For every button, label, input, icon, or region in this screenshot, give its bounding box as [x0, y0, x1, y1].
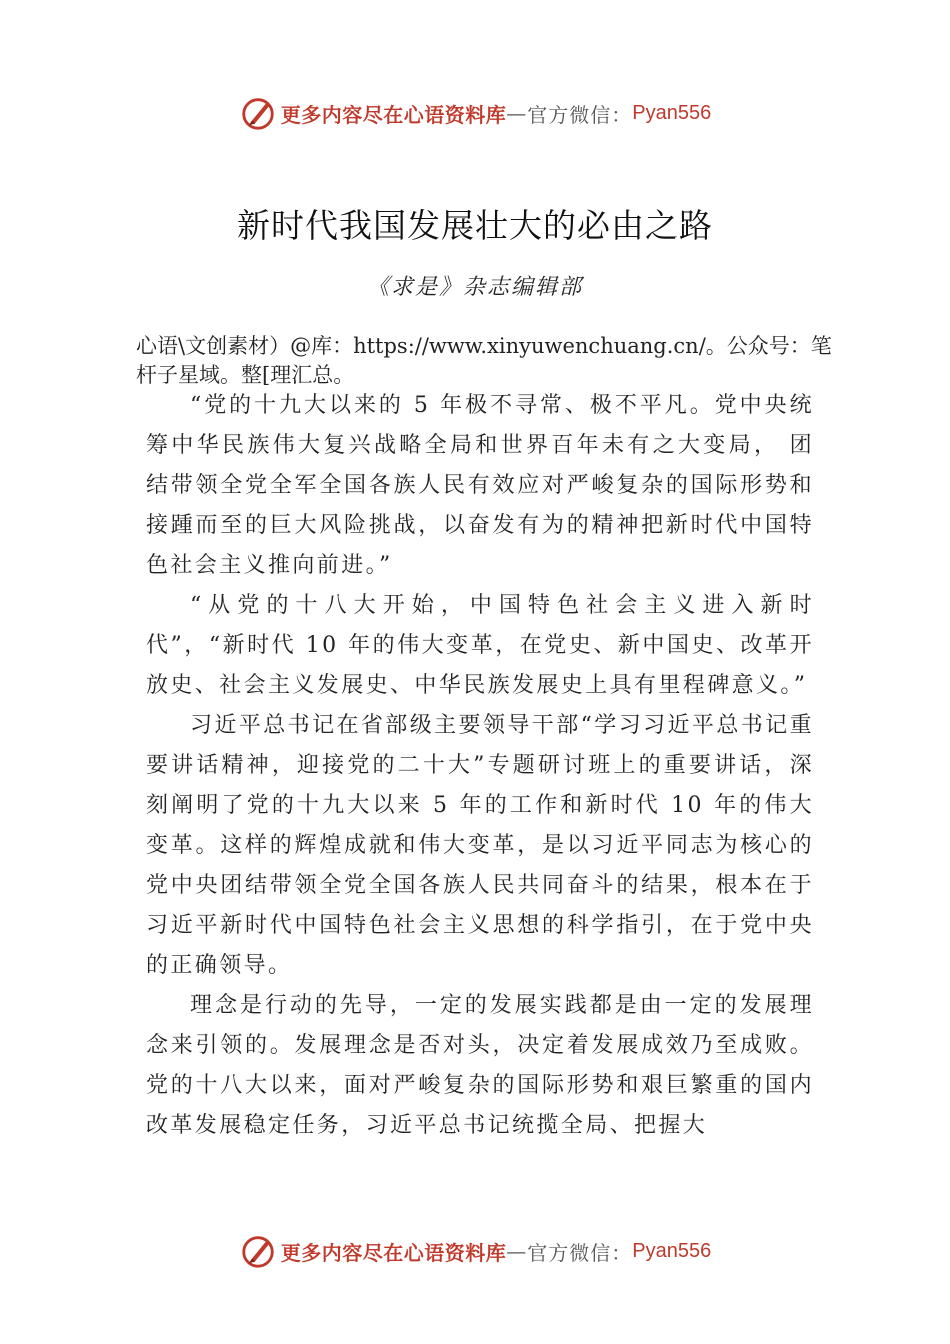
banner-dash: — — [506, 101, 528, 125]
banner-wechat-label: 官方微信： — [527, 102, 633, 127]
quill-pen-logo-icon — [239, 1232, 277, 1270]
footer-banner — [0, 1232, 950, 1270]
header-banner — [0, 94, 950, 132]
banner-text: 更多内容尽在心语资料库 — [280, 102, 507, 127]
paragraph: “党的十九大以来的 5 年极不寻常、极不平凡。党中央统筹中华民族伟大复兴战略全局和世界百年未有之大变局， 团结带领全党全军全国各族人民有效应对严峻复杂的国际形势和接踵而至的巨大风险挑战，以奋发有为的精神把新时代中国特色社会主义推向前进。” — [146, 393, 814, 578]
paragraph: “从党的十八大开始，中国特色社会主义进入新时代”，“新时代 10 年的伟大变革，在党史、新中国史、改革开放史、社会主义发展史、中华民族发展史上具有里程碑意义。” — [146, 593, 814, 698]
paragraph: 习近平总书记在省部级主要领导干部“学习习近平总书记重要讲话精神，迎接党的二十大”专题研讨班上的重要讲话，深刻阐明了党的十九大以来 5 年的工作和新时代 10 年的伟大变革。这样的辉煌成就和伟大变革，是以习近平同志为核心的党中央团结带领全党全国各族人民共同奋斗的结果，根本在于习近平新时代中国特色社会主义思想的科学指引，在于党中央的正确领导。 — [146, 713, 814, 978]
document-author: 《求是》杂志编辑部 — [366, 275, 583, 300]
document-body — [146, 386, 814, 1146]
banner-wechat-id: Pyan556 — [632, 101, 712, 124]
quill-pen-logo-icon — [239, 94, 277, 132]
document-title: 新时代我国发展壮大的必由之路 — [237, 206, 713, 245]
source-note: 心语\文创素材）@库：https://www.xinyuwenchuang.cn/。公众号：笔杆子星域。整[理汇总。 — [136, 334, 832, 387]
banner-wechat-label: 官方微信： — [527, 1240, 633, 1265]
banner-wechat-id: Pyan556 — [632, 1239, 712, 1262]
paragraph: 理念是行动的先导，一定的发展实践都是由一定的发展理念来引领的。发展理念是否对头，决定着发展成效乃至成败。党的十八大以来，面对严峻复杂的国际形势和艰巨繁重的国内改革发展稳定任务，习近平总书记统揽全局、把握大 — [146, 993, 814, 1138]
banner-text: 更多内容尽在心语资料库 — [280, 1240, 507, 1265]
banner-dash: — — [506, 1239, 528, 1263]
